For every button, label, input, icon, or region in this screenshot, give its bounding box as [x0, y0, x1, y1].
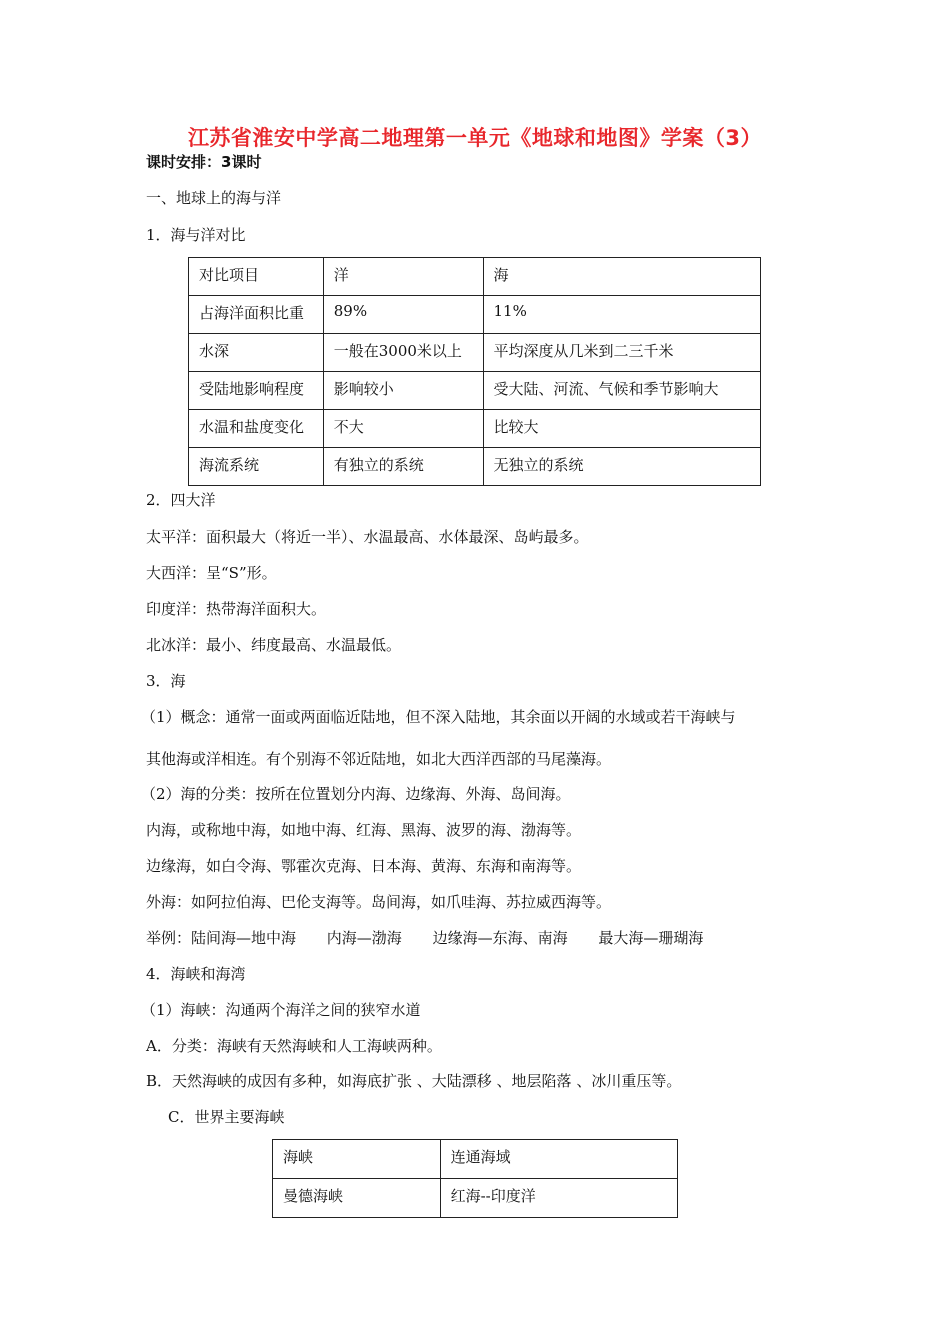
strait-causes: B．天然海峡的成因有多种，如海底扩张 、大陆漂移 、地层陷落 、冰川重压等。: [146, 1072, 682, 1090]
ocean-arctic: 北冰洋：最小、纬度最高、水温最低。: [146, 636, 402, 654]
table-cell: 曼德海峡: [273, 1179, 441, 1218]
schedule-line: 课时安排：3课时: [146, 153, 262, 171]
table-header-cell: 洋: [323, 258, 483, 296]
table-header-row: [189, 258, 761, 296]
table-row: [189, 296, 761, 334]
table-cell: 89%: [323, 296, 483, 334]
strait-classification: A．分类：海峡有天然海峡和人工海峡两种。: [146, 1037, 442, 1055]
table-row: [189, 334, 761, 372]
strait-major-heading: C．世界主要海峡: [168, 1108, 285, 1126]
table-row: [189, 372, 761, 410]
section-heading: 一、地球上的海与洋: [146, 189, 282, 207]
ocean-atlantic: 大西洋：呈“S”形。: [146, 564, 277, 582]
table-cell: 比较大: [483, 410, 761, 448]
example-item: 边缘海—东海、南海: [432, 929, 568, 947]
examples-line: [146, 929, 703, 947]
table-cell: 海流系统: [189, 448, 324, 486]
subheading-four-oceans: 2．四大洋: [146, 491, 216, 509]
outer-sea-line: 外海：如阿拉伯海、巴伦支海等。岛间海，如爪哇海、苏拉威西海等。: [146, 893, 612, 911]
subheading-strait-bay: 4．海峡和海湾: [146, 965, 246, 983]
table-cell: 水深: [189, 334, 324, 372]
table-header-cell: 连通海域: [440, 1140, 677, 1179]
table-cell: 影响较小: [323, 372, 483, 410]
table-cell: 水温和盐度变化: [189, 410, 324, 448]
table-header-cell: 对比项目: [189, 258, 324, 296]
subheading-sea-ocean-compare: 1．海与洋对比: [146, 226, 246, 244]
table-row: [189, 410, 761, 448]
sea-concept-line-1: （1）概念：通常一面或两面临近陆地，但不深入陆地，其余面以开阔的水域或若干海峡与: [141, 708, 736, 726]
table-cell: 红海--印度洋: [440, 1179, 677, 1218]
table-cell: 一般在3000米以上: [323, 334, 483, 372]
table-cell: 11%: [483, 296, 761, 334]
sea-ocean-compare-table: [188, 257, 761, 486]
table-cell: 不大: [323, 410, 483, 448]
marginal-sea-line: 边缘海，如白令海、鄂霍次克海、日本海、黄海、东海和南海等。: [146, 857, 582, 875]
strait-definition: （1）海峡：沟通两个海洋之间的狭窄水道: [141, 1001, 421, 1019]
inland-sea-line: 内海，或称地中海，如地中海、红海、黑海、波罗的海、渤海等。: [146, 821, 582, 839]
subheading-sea: 3．海: [146, 672, 186, 690]
sea-concept-line-2: 其他海或洋相连。有个别海不邻近陆地，如北大西洋西部的马尾藻海。: [146, 750, 612, 768]
table-cell: 占海洋面积比重: [189, 296, 324, 334]
strait-table: [272, 1139, 678, 1218]
example-item: 内海—渤海: [326, 929, 402, 947]
table-header-cell: 海: [483, 258, 761, 296]
table-cell: 有独立的系统: [323, 448, 483, 486]
sea-classification: （2）海的分类：按所在位置划分内海、边缘海、外海、岛间海。: [141, 785, 571, 803]
table-cell: 受陆地影响程度: [189, 372, 324, 410]
ocean-pacific: 太平洋：面积最大（将近一半）、水温最高、水体最深、岛屿最多。: [146, 528, 589, 546]
ocean-indian: 印度洋：热带海洋面积大。: [146, 600, 327, 618]
example-item: 最大海—珊瑚海: [598, 929, 704, 947]
table-header-cell: 海峡: [273, 1140, 441, 1179]
table-row: [273, 1179, 678, 1218]
table-header-row: [273, 1140, 678, 1179]
table-cell: 受大陆、河流、气候和季节影响大: [483, 372, 761, 410]
table-row: [189, 448, 761, 486]
document-title: 江苏省淮安中学高二地理第一单元《地球和地图》学案（3）: [187, 126, 763, 150]
table-cell: 无独立的系统: [483, 448, 761, 486]
table-cell: 平均深度从几米到二三千米: [483, 334, 761, 372]
example-item: 举例：陆间海—地中海: [146, 929, 297, 947]
